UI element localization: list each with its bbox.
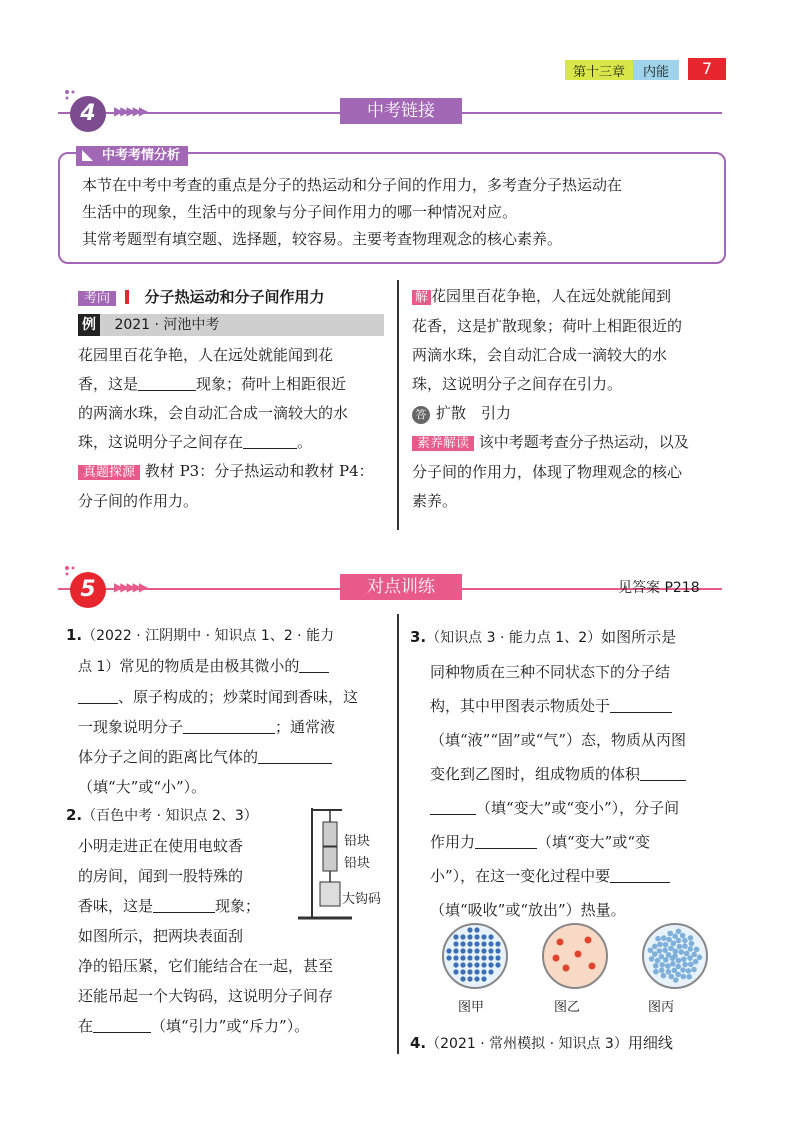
answer-ref: 见答案 P218 (618, 580, 700, 596)
fig-weight-label: 大钩码 (342, 892, 382, 907)
question-1: 1.（2022 · 江阴期中 · 知识点 1、2 · 能力 点 1）常见的物质是由极其微小的 、原子构成的；炒菜时闻到香味，这 一现象说明分子 ；通常液 体分子之间的距离比气体的 （填“大”或“小”）。 (66, 626, 359, 796)
analysis-line: 其常考题型有填空题、选择题，较容易。主要考查物理观念的核心素养。 (82, 230, 563, 248)
question-3: 3.（知识点 3 · 能力点 1、2）如图所示是 同种物质在三种不同状态下的分子结 构，其中甲图表示物质处于 （填“液”“固”或“气”）态，物质从丙图 变化到乙图时，组成物质的体积 （填“变大”或“变小”），分子间 作用力 （填“变大”或“变 小”），在这一变化过程中要 （填“吸收”或“放出”）热量。 (410, 628, 687, 919)
topic-label: 内能 (633, 60, 679, 80)
fig-label-bing: 图丙 (648, 1000, 675, 1015)
section5-title: 对点训练 (340, 574, 462, 600)
example-line: 的两滴水珠，会自动汇合成一滴较大的水 (78, 404, 349, 422)
q1-context: （2022 · 江阴期中 · 知识点 1、2 · 能力 (82, 628, 335, 644)
section4-dots-icon (64, 88, 76, 100)
jie-tag: 解 (412, 290, 431, 305)
answer-blank[interactable] (610, 697, 672, 713)
section5-number: 5 (70, 572, 106, 608)
solution-line: 解 花园里百花争艳，人在远处就能闻到 (412, 282, 724, 312)
solution-line: 花香，这是扩散现象；荷叶上相距很近的 (412, 317, 683, 335)
answer-blank[interactable] (78, 688, 118, 704)
q4-number: 4. (410, 1034, 427, 1052)
fig-label-jia: 图甲 (458, 1000, 485, 1015)
q3-number: 3. (410, 628, 427, 646)
kaoxiang-title: 分子热运动和分子间作用力 (144, 288, 325, 306)
section4-number: 4 (70, 96, 106, 132)
solution-line: 两滴水珠，会自动汇合成一滴较大的水 (412, 346, 668, 364)
answer-blank[interactable] (430, 799, 476, 815)
da-tag: 答 (412, 406, 430, 424)
solution-line: 珠，这说明分子之间存在引力。 (412, 375, 623, 393)
answer-blank[interactable] (299, 657, 329, 673)
molecule-figure (440, 920, 720, 1020)
analysis-label (76, 146, 188, 166)
example-line: 香，这是 现象；荷叶上相距很近 (78, 375, 347, 393)
answer-line (412, 399, 724, 428)
example-tag: 例 (78, 314, 100, 336)
fig-label-yi: 图乙 (554, 1000, 581, 1015)
analysis-line: 生活中的现象，生活中的现象与分子间作用力的哪一种情况对应。 (82, 203, 518, 221)
example-line: 分子间的作用力。 (78, 492, 199, 510)
question-4: 4.（2021 · 常州模拟 · 知识点 3）用细线 (410, 1034, 673, 1052)
answer-blank[interactable] (183, 718, 275, 734)
solution-text (412, 282, 724, 516)
suyang-line: 分子间的作用力，体现了物理观念的核心 (412, 463, 683, 481)
kaoxiang-row (78, 286, 325, 307)
analysis-label-text: 中考考情分析 (102, 148, 181, 163)
suyang-tag: 素养解读 (412, 436, 474, 451)
analysis-text (82, 172, 712, 253)
example-source-line: 真题探源 教材 P3：分子热运动和教材 P4： (78, 457, 388, 487)
suyang-line: 素养解读 该中考题考查分子热运动，以及 (412, 428, 724, 458)
example-line: 珠，这说明分子之间存在 。 (78, 433, 313, 451)
analysis-line: 本节在中考中考查的重点是分子的热运动和分子间的作用力，多考查分子热运动在 (82, 176, 623, 194)
answer-blank[interactable] (138, 375, 196, 391)
suyang-line: 素养。 (412, 492, 458, 510)
column-divider-2 (397, 614, 399, 1054)
lead-block-figure (292, 800, 392, 925)
example-header (78, 314, 384, 336)
section4-title: 中考链接 (340, 98, 462, 124)
example-line: 花园里百花争艳，人在远处就能闻到花 (78, 346, 334, 364)
kaoxiang-tag: 考向 (78, 291, 116, 306)
kaoxiang-bar (125, 290, 129, 304)
answer-blank[interactable] (243, 433, 297, 449)
page-number: 7 (688, 58, 726, 80)
diagram-yi (543, 924, 607, 988)
example-source: 2021 · 河池中考 (114, 317, 220, 333)
chapter-tag (565, 60, 679, 80)
column-divider (397, 280, 399, 530)
chapter-label: 第十三章 (565, 60, 633, 80)
answer-blank[interactable] (153, 897, 215, 913)
q1-number: 1. (66, 626, 83, 644)
fig-lead-label-1: 铅块 (344, 834, 371, 849)
section4-arrows-icon: ▶▶▶▶▶ (114, 104, 146, 118)
q2-number: 2. (66, 806, 83, 824)
q3-context: （知识点 3 · 能力点 1、2） (426, 630, 602, 646)
answer-blank[interactable] (258, 748, 332, 764)
answer-blank[interactable] (475, 833, 537, 849)
answer-text: 扩散 引力 (436, 404, 512, 422)
source-tag: 真题探源 (78, 465, 140, 480)
answer-blank[interactable] (640, 765, 686, 781)
section5-arrows-icon: ▶▶▶▶▶ (114, 580, 146, 594)
q4-context: （2021 · 常州模拟 · 知识点 3） (426, 1036, 628, 1052)
answer-blank[interactable] (610, 867, 670, 883)
question-2: 2.（百色中考 · 知识点 2、3） 小明走进正在使用电蚊香 的房间，闻到一股特殊的 香味，这是 现象； 如图所示，把两块表面刮 净的铅压紧，它们能结合在一起，甚至 还能吊起一个大钩码，这说明分子间存 在 （填“引力”或“斥力”）。 (66, 806, 334, 1035)
fig-lead-label-2: 铅块 (344, 856, 371, 871)
answer-blank[interactable] (93, 1017, 151, 1033)
example-text (78, 341, 388, 516)
q2-context: （百色中考 · 知识点 2、3） (82, 808, 258, 824)
